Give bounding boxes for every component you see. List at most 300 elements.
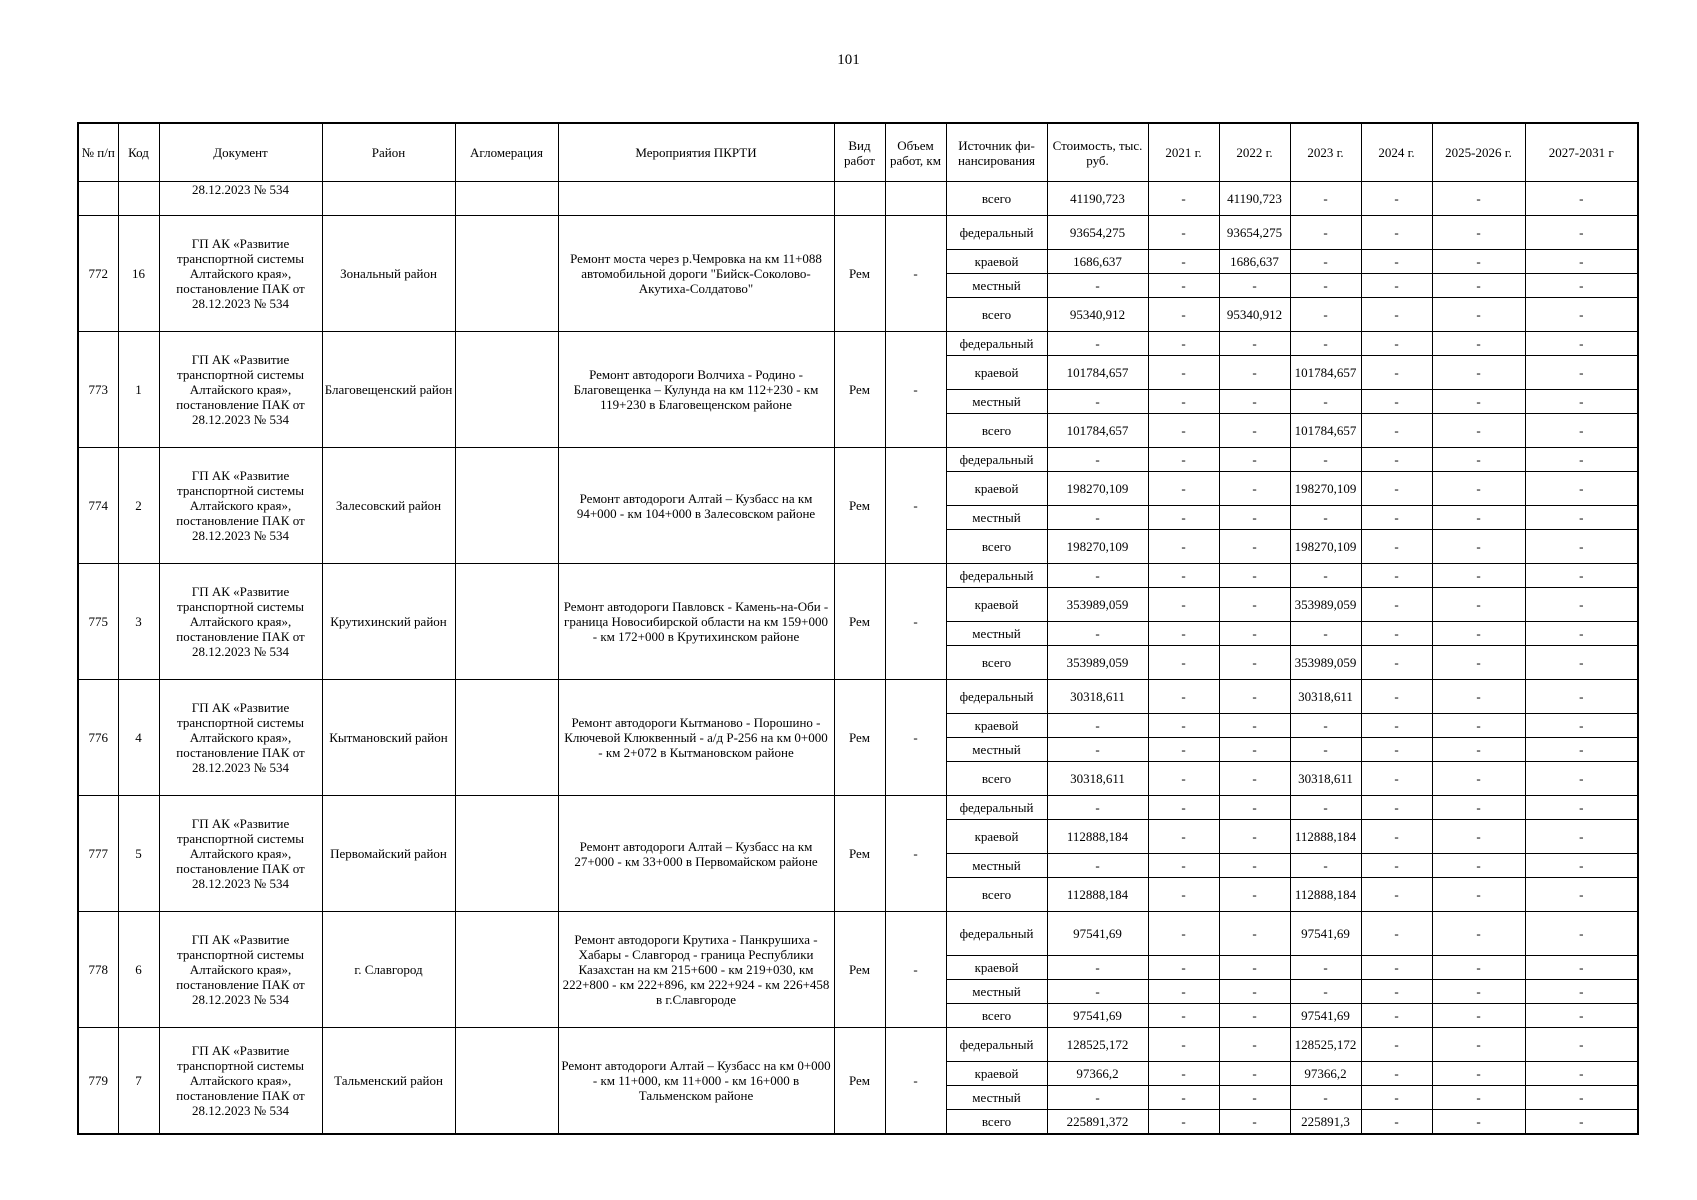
document-cell: ГП АК «Развитие транспортной системы Алтайского края», постановление ПАК от 28.12.2023 № 534 bbox=[159, 1028, 322, 1134]
event-cell bbox=[558, 182, 834, 216]
funding-source-cell: всего bbox=[946, 1110, 1047, 1134]
year-cell: - bbox=[1219, 646, 1290, 680]
year-cell: 30318,611 bbox=[1290, 680, 1361, 714]
year-cell: - bbox=[1525, 762, 1638, 796]
year-cell: - bbox=[1525, 250, 1638, 274]
year-cell: - bbox=[1361, 530, 1432, 564]
document-cell: ГП АК «Развитие транспортной системы Алтайского края», постановление ПАК от 28.12.2023 № 534 bbox=[159, 796, 322, 912]
year-cell: - bbox=[1525, 714, 1638, 738]
year-cell: - bbox=[1432, 530, 1525, 564]
cost-cell: 93654,275 bbox=[1047, 216, 1148, 250]
num-cell: 776 bbox=[78, 680, 118, 796]
header-cell: Агломерация bbox=[455, 123, 558, 182]
year-cell: - bbox=[1148, 356, 1219, 390]
funding-source-cell: краевой bbox=[946, 714, 1047, 738]
funding-source-cell: местный bbox=[946, 274, 1047, 298]
year-cell: - bbox=[1148, 414, 1219, 448]
year-cell: - bbox=[1219, 820, 1290, 854]
agglomeration-cell bbox=[455, 796, 558, 912]
work-type-cell: Рем bbox=[834, 448, 885, 564]
year-cell: - bbox=[1525, 390, 1638, 414]
year-cell: - bbox=[1525, 530, 1638, 564]
year-cell: - bbox=[1525, 472, 1638, 506]
cost-cell: 112888,184 bbox=[1047, 820, 1148, 854]
event-cell: Ремонт автодороги Алтай – Кузбасс на км 94+000 - км 104+000 в Залесовском районе bbox=[558, 448, 834, 564]
funding-source-cell: федеральный bbox=[946, 332, 1047, 356]
year-cell: - bbox=[1219, 1004, 1290, 1028]
funding-source-cell: федеральный bbox=[946, 564, 1047, 588]
year-cell: - bbox=[1290, 854, 1361, 878]
year-cell: - bbox=[1525, 622, 1638, 646]
cost-cell: - bbox=[1047, 854, 1148, 878]
year-cell: - bbox=[1432, 274, 1525, 298]
year-cell: - bbox=[1219, 506, 1290, 530]
funding-source-cell: всего bbox=[946, 530, 1047, 564]
year-cell: - bbox=[1525, 414, 1638, 448]
cost-cell: - bbox=[1047, 956, 1148, 980]
year-cell: - bbox=[1525, 448, 1638, 472]
year-cell: 97541,69 bbox=[1290, 912, 1361, 956]
year-cell: - bbox=[1148, 714, 1219, 738]
cost-cell: - bbox=[1047, 448, 1148, 472]
year-cell: 353989,059 bbox=[1290, 646, 1361, 680]
year-cell: - bbox=[1290, 796, 1361, 820]
volume-cell: - bbox=[885, 216, 946, 332]
header-cell: Документ bbox=[159, 123, 322, 182]
year-cell: - bbox=[1148, 448, 1219, 472]
volume-cell: - bbox=[885, 448, 946, 564]
year-cell: 225891,3 bbox=[1290, 1110, 1361, 1134]
cost-cell: 97541,69 bbox=[1047, 1004, 1148, 1028]
year-cell: 101784,657 bbox=[1290, 356, 1361, 390]
year-cell: - bbox=[1219, 564, 1290, 588]
header-cell: 2025-2026 г. bbox=[1432, 123, 1525, 182]
work-type-cell: Рем bbox=[834, 216, 885, 332]
year-cell: - bbox=[1432, 622, 1525, 646]
header-row bbox=[78, 123, 1638, 182]
year-cell: - bbox=[1148, 530, 1219, 564]
volume-cell: - bbox=[885, 680, 946, 796]
code-cell: 5 bbox=[118, 796, 159, 912]
year-cell: - bbox=[1148, 680, 1219, 714]
year-cell: - bbox=[1361, 250, 1432, 274]
volume-cell: - bbox=[885, 332, 946, 448]
year-cell: - bbox=[1432, 216, 1525, 250]
cost-cell: 41190,723 bbox=[1047, 182, 1148, 216]
year-cell: - bbox=[1148, 588, 1219, 622]
document-cell: ГП АК «Развитие транспортной системы Алтайского края», постановление ПАК от 28.12.2023 № 534 bbox=[159, 680, 322, 796]
district-cell bbox=[322, 182, 455, 216]
document-cell: ГП АК «Развитие транспортной системы Алтайского края», постановление ПАК от 28.12.2023 № 534 bbox=[159, 448, 322, 564]
year-cell: - bbox=[1361, 1110, 1432, 1134]
volume-cell bbox=[885, 182, 946, 216]
year-cell: - bbox=[1432, 646, 1525, 680]
header-cell: Объем работ, км bbox=[885, 123, 946, 182]
year-cell: - bbox=[1290, 182, 1361, 216]
cost-cell: - bbox=[1047, 506, 1148, 530]
year-cell: - bbox=[1219, 1028, 1290, 1062]
table-body bbox=[78, 182, 1638, 1134]
header-cell: 2024 г. bbox=[1361, 123, 1432, 182]
event-cell: Ремонт моста через р.Чемровка на км 11+088 автомобильной дороги "Бийск-Соколово-Акутиха-Солдатово" bbox=[558, 216, 834, 332]
code-cell: 3 bbox=[118, 564, 159, 680]
work-type-cell: Рем bbox=[834, 332, 885, 448]
year-cell: - bbox=[1525, 1062, 1638, 1086]
district-cell: Кытмановский район bbox=[322, 680, 455, 796]
agglomeration-cell bbox=[455, 448, 558, 564]
agglomeration-cell bbox=[455, 912, 558, 1028]
year-cell: - bbox=[1219, 1062, 1290, 1086]
header-cell: Вид работ bbox=[834, 123, 885, 182]
table-row bbox=[78, 796, 1638, 820]
num-cell: 777 bbox=[78, 796, 118, 912]
year-cell: - bbox=[1525, 796, 1638, 820]
header-cell: 2027-2031 г bbox=[1525, 123, 1638, 182]
year-cell: - bbox=[1432, 796, 1525, 820]
funding-source-cell: всего bbox=[946, 298, 1047, 332]
header-cell: Мероприятия ПКРТИ bbox=[558, 123, 834, 182]
year-cell: 97366,2 bbox=[1290, 1062, 1361, 1086]
year-cell: 41190,723 bbox=[1219, 182, 1290, 216]
event-cell: Ремонт автодороги Волчиха - Родино - Благовещенка – Кулунда на км 112+230 - км 119+230 в Благовещенском районе bbox=[558, 332, 834, 448]
volume-cell: - bbox=[885, 564, 946, 680]
year-cell: 112888,184 bbox=[1290, 820, 1361, 854]
year-cell: - bbox=[1525, 1086, 1638, 1110]
table-row bbox=[78, 680, 1638, 714]
year-cell: - bbox=[1290, 1086, 1361, 1110]
year-cell: - bbox=[1148, 820, 1219, 854]
cost-cell: 128525,172 bbox=[1047, 1028, 1148, 1062]
funding-source-cell: краевой bbox=[946, 1062, 1047, 1086]
cost-cell: - bbox=[1047, 714, 1148, 738]
num-cell: 775 bbox=[78, 564, 118, 680]
cost-cell: 101784,657 bbox=[1047, 356, 1148, 390]
work-type-cell: Рем bbox=[834, 564, 885, 680]
year-cell: - bbox=[1361, 472, 1432, 506]
table-row bbox=[78, 448, 1638, 472]
year-cell: - bbox=[1219, 448, 1290, 472]
cost-cell: - bbox=[1047, 796, 1148, 820]
program-table bbox=[77, 122, 1639, 1135]
year-cell: - bbox=[1432, 1028, 1525, 1062]
event-cell: Ремонт автодороги Кытманово - Порошино - Ключевой Клюквенный - а/д Р-256 на км 0+000 - км 2+072 в Кытмановском районе bbox=[558, 680, 834, 796]
year-cell: - bbox=[1148, 506, 1219, 530]
year-cell: - bbox=[1432, 472, 1525, 506]
header-cell: 2023 г. bbox=[1290, 123, 1361, 182]
volume-cell: - bbox=[885, 1028, 946, 1134]
year-cell: - bbox=[1148, 1062, 1219, 1086]
year-cell: - bbox=[1219, 912, 1290, 956]
district-cell: Залесовский район bbox=[322, 448, 455, 564]
year-cell: - bbox=[1432, 820, 1525, 854]
year-cell: - bbox=[1432, 714, 1525, 738]
code-cell: 16 bbox=[118, 216, 159, 332]
header-cell: Район bbox=[322, 123, 455, 182]
event-cell: Ремонт автодороги Крутиха - Панкрушиха - Хабары - Славгород - граница Республики Казахстан на км 215+600 - км 219+030, км 222+800 - км 222+896, км 222+924 - км 226+458 в г.Славгороде bbox=[558, 912, 834, 1028]
cost-cell: 30318,611 bbox=[1047, 762, 1148, 796]
year-cell: - bbox=[1525, 956, 1638, 980]
year-cell: - bbox=[1290, 506, 1361, 530]
year-cell: - bbox=[1290, 448, 1361, 472]
funding-source-cell: всего bbox=[946, 414, 1047, 448]
year-cell: - bbox=[1148, 854, 1219, 878]
year-cell: - bbox=[1219, 980, 1290, 1004]
header-cell: Стоимость, тыс. руб. bbox=[1047, 123, 1148, 182]
year-cell: - bbox=[1525, 216, 1638, 250]
year-cell: - bbox=[1525, 680, 1638, 714]
year-cell: - bbox=[1361, 216, 1432, 250]
year-cell: - bbox=[1432, 980, 1525, 1004]
year-cell: - bbox=[1219, 956, 1290, 980]
num-cell: 772 bbox=[78, 216, 118, 332]
year-cell: 101784,657 bbox=[1290, 414, 1361, 448]
year-cell: - bbox=[1148, 1110, 1219, 1134]
year-cell: - bbox=[1290, 390, 1361, 414]
event-cell: Ремонт автодороги Алтай – Кузбасс на км 27+000 - км 33+000 в Первомайском районе bbox=[558, 796, 834, 912]
cost-cell: 198270,109 bbox=[1047, 530, 1148, 564]
table-row bbox=[78, 912, 1638, 956]
num-cell bbox=[78, 182, 118, 216]
work-type-cell: Рем bbox=[834, 796, 885, 912]
code-cell: 6 bbox=[118, 912, 159, 1028]
year-cell: - bbox=[1219, 390, 1290, 414]
year-cell: - bbox=[1219, 530, 1290, 564]
year-cell: - bbox=[1148, 912, 1219, 956]
year-cell: - bbox=[1361, 738, 1432, 762]
event-cell: Ремонт автодороги Алтай – Кузбасс на км 0+000 - км 11+000, км 11+000 - км 16+000 в Тальменском районе bbox=[558, 1028, 834, 1134]
year-cell: - bbox=[1361, 820, 1432, 854]
cost-cell: 353989,059 bbox=[1047, 646, 1148, 680]
year-cell: - bbox=[1432, 762, 1525, 796]
cost-cell: - bbox=[1047, 1086, 1148, 1110]
page-number: 101 bbox=[837, 52, 860, 68]
year-cell: - bbox=[1148, 564, 1219, 588]
funding-source-cell: местный bbox=[946, 738, 1047, 762]
year-cell: - bbox=[1432, 182, 1525, 216]
cost-cell: 353989,059 bbox=[1047, 588, 1148, 622]
year-cell: - bbox=[1290, 216, 1361, 250]
year-cell: - bbox=[1432, 1004, 1525, 1028]
year-cell: - bbox=[1219, 472, 1290, 506]
header-cell: № п/п bbox=[78, 123, 118, 182]
year-cell: - bbox=[1361, 182, 1432, 216]
year-cell: - bbox=[1432, 564, 1525, 588]
funding-source-cell: всего bbox=[946, 878, 1047, 912]
district-cell: г. Славгород bbox=[322, 912, 455, 1028]
year-cell: - bbox=[1432, 680, 1525, 714]
table-row bbox=[78, 216, 1638, 250]
year-cell: - bbox=[1361, 1004, 1432, 1028]
district-cell: Благовещенский район bbox=[322, 332, 455, 448]
year-cell: - bbox=[1361, 1062, 1432, 1086]
funding-source-cell: краевой bbox=[946, 956, 1047, 980]
year-cell: - bbox=[1219, 356, 1290, 390]
year-cell: - bbox=[1361, 588, 1432, 622]
num-cell: 778 bbox=[78, 912, 118, 1028]
year-cell: - bbox=[1290, 332, 1361, 356]
year-cell: - bbox=[1219, 274, 1290, 298]
num-cell: 779 bbox=[78, 1028, 118, 1134]
year-cell: 128525,172 bbox=[1290, 1028, 1361, 1062]
year-cell: - bbox=[1525, 356, 1638, 390]
funding-source-cell: местный bbox=[946, 390, 1047, 414]
year-cell: - bbox=[1432, 1110, 1525, 1134]
year-cell: 95340,912 bbox=[1219, 298, 1290, 332]
cost-cell: - bbox=[1047, 274, 1148, 298]
funding-source-cell: местный bbox=[946, 980, 1047, 1004]
year-cell: - bbox=[1525, 274, 1638, 298]
year-cell: - bbox=[1219, 622, 1290, 646]
table-row bbox=[78, 332, 1638, 356]
agglomeration-cell bbox=[455, 680, 558, 796]
document-cell: 28.12.2023 № 534 bbox=[159, 182, 322, 216]
year-cell: - bbox=[1290, 622, 1361, 646]
funding-source-cell: федеральный bbox=[946, 216, 1047, 250]
year-cell: - bbox=[1148, 796, 1219, 820]
year-cell: - bbox=[1525, 588, 1638, 622]
year-cell: 97541,69 bbox=[1290, 1004, 1361, 1028]
year-cell: - bbox=[1290, 714, 1361, 738]
code-cell: 7 bbox=[118, 1028, 159, 1134]
volume-cell: - bbox=[885, 796, 946, 912]
year-cell: - bbox=[1432, 448, 1525, 472]
year-cell: - bbox=[1148, 472, 1219, 506]
year-cell: - bbox=[1361, 680, 1432, 714]
year-cell: - bbox=[1525, 332, 1638, 356]
document-cell: ГП АК «Развитие транспортной системы Алтайского края», постановление ПАК от 28.12.2023 № 534 bbox=[159, 912, 322, 1028]
year-cell: - bbox=[1432, 390, 1525, 414]
cost-cell: - bbox=[1047, 738, 1148, 762]
code-cell bbox=[118, 182, 159, 216]
year-cell: - bbox=[1525, 854, 1638, 878]
year-cell: - bbox=[1361, 646, 1432, 680]
document-cell: ГП АК «Развитие транспортной системы Алтайского края», постановление ПАК от 28.12.2023 № 534 bbox=[159, 332, 322, 448]
funding-source-cell: краевой bbox=[946, 356, 1047, 390]
year-cell: - bbox=[1290, 738, 1361, 762]
year-cell: - bbox=[1290, 298, 1361, 332]
year-cell: - bbox=[1219, 680, 1290, 714]
year-cell: - bbox=[1432, 738, 1525, 762]
year-cell: - bbox=[1361, 298, 1432, 332]
funding-source-cell: краевой bbox=[946, 820, 1047, 854]
year-cell: - bbox=[1361, 980, 1432, 1004]
year-cell: - bbox=[1361, 390, 1432, 414]
year-cell: - bbox=[1361, 854, 1432, 878]
cost-cell: 225891,372 bbox=[1047, 1110, 1148, 1134]
year-cell: - bbox=[1432, 912, 1525, 956]
year-cell: - bbox=[1219, 1086, 1290, 1110]
year-cell: - bbox=[1361, 1028, 1432, 1062]
year-cell: - bbox=[1432, 414, 1525, 448]
year-cell: - bbox=[1148, 250, 1219, 274]
year-cell: - bbox=[1525, 1110, 1638, 1134]
year-cell: - bbox=[1525, 912, 1638, 956]
funding-source-cell: краевой bbox=[946, 472, 1047, 506]
table-row bbox=[78, 1028, 1638, 1062]
year-cell: - bbox=[1361, 356, 1432, 390]
district-cell: Зональный район bbox=[322, 216, 455, 332]
year-cell: - bbox=[1148, 980, 1219, 1004]
year-cell: - bbox=[1148, 216, 1219, 250]
funding-source-cell: всего bbox=[946, 1004, 1047, 1028]
num-cell: 773 bbox=[78, 332, 118, 448]
year-cell: - bbox=[1290, 956, 1361, 980]
agglomeration-cell bbox=[455, 1028, 558, 1134]
volume-cell: - bbox=[885, 912, 946, 1028]
year-cell: - bbox=[1361, 622, 1432, 646]
year-cell: - bbox=[1219, 796, 1290, 820]
year-cell: - bbox=[1361, 564, 1432, 588]
year-cell: - bbox=[1148, 878, 1219, 912]
year-cell: - bbox=[1432, 356, 1525, 390]
funding-source-cell: федеральный bbox=[946, 912, 1047, 956]
cost-cell: - bbox=[1047, 390, 1148, 414]
year-cell: - bbox=[1219, 588, 1290, 622]
year-cell: - bbox=[1432, 332, 1525, 356]
funding-source-cell: федеральный bbox=[946, 448, 1047, 472]
year-cell: - bbox=[1290, 274, 1361, 298]
agglomeration-cell bbox=[455, 332, 558, 448]
cost-cell: 97541,69 bbox=[1047, 912, 1148, 956]
year-cell: - bbox=[1148, 390, 1219, 414]
funding-source-cell: всего bbox=[946, 182, 1047, 216]
header-cell: Код bbox=[118, 123, 159, 182]
year-cell: 198270,109 bbox=[1290, 530, 1361, 564]
cost-cell: - bbox=[1047, 980, 1148, 1004]
year-cell: - bbox=[1148, 646, 1219, 680]
cost-cell: 95340,912 bbox=[1047, 298, 1148, 332]
district-cell: Крутихинский район bbox=[322, 564, 455, 680]
funding-source-cell: краевой bbox=[946, 588, 1047, 622]
year-cell: - bbox=[1148, 956, 1219, 980]
continuation-row bbox=[78, 182, 1638, 216]
year-cell: - bbox=[1148, 298, 1219, 332]
year-cell: - bbox=[1290, 564, 1361, 588]
year-cell: - bbox=[1432, 1062, 1525, 1086]
year-cell: - bbox=[1219, 332, 1290, 356]
year-cell: - bbox=[1148, 762, 1219, 796]
funding-source-cell: местный bbox=[946, 854, 1047, 878]
table-row bbox=[78, 564, 1638, 588]
funding-source-cell: всего bbox=[946, 646, 1047, 680]
year-cell: - bbox=[1148, 1004, 1219, 1028]
year-cell: - bbox=[1525, 738, 1638, 762]
cost-cell: 1686,637 bbox=[1047, 250, 1148, 274]
funding-source-cell: местный bbox=[946, 506, 1047, 530]
year-cell: - bbox=[1219, 854, 1290, 878]
year-cell: - bbox=[1525, 564, 1638, 588]
year-cell: - bbox=[1219, 414, 1290, 448]
year-cell: - bbox=[1525, 646, 1638, 680]
cost-cell: - bbox=[1047, 332, 1148, 356]
year-cell: 30318,611 bbox=[1290, 762, 1361, 796]
year-cell: - bbox=[1525, 980, 1638, 1004]
header-cell: Источник фи-нансирования bbox=[946, 123, 1047, 182]
cost-cell: 198270,109 bbox=[1047, 472, 1148, 506]
year-cell: - bbox=[1290, 980, 1361, 1004]
document-cell: ГП АК «Развитие транспортной системы Алтайского края», постановление ПАК от 28.12.2023 № 534 bbox=[159, 216, 322, 332]
year-cell: - bbox=[1361, 956, 1432, 980]
district-cell: Тальменский район bbox=[322, 1028, 455, 1134]
year-cell: 353989,059 bbox=[1290, 588, 1361, 622]
cost-cell: 112888,184 bbox=[1047, 878, 1148, 912]
num-cell: 774 bbox=[78, 448, 118, 564]
year-cell: - bbox=[1290, 250, 1361, 274]
year-cell: - bbox=[1219, 1110, 1290, 1134]
funding-source-cell: федеральный bbox=[946, 1028, 1047, 1062]
cost-cell: 97366,2 bbox=[1047, 1062, 1148, 1086]
year-cell: 1686,637 bbox=[1219, 250, 1290, 274]
